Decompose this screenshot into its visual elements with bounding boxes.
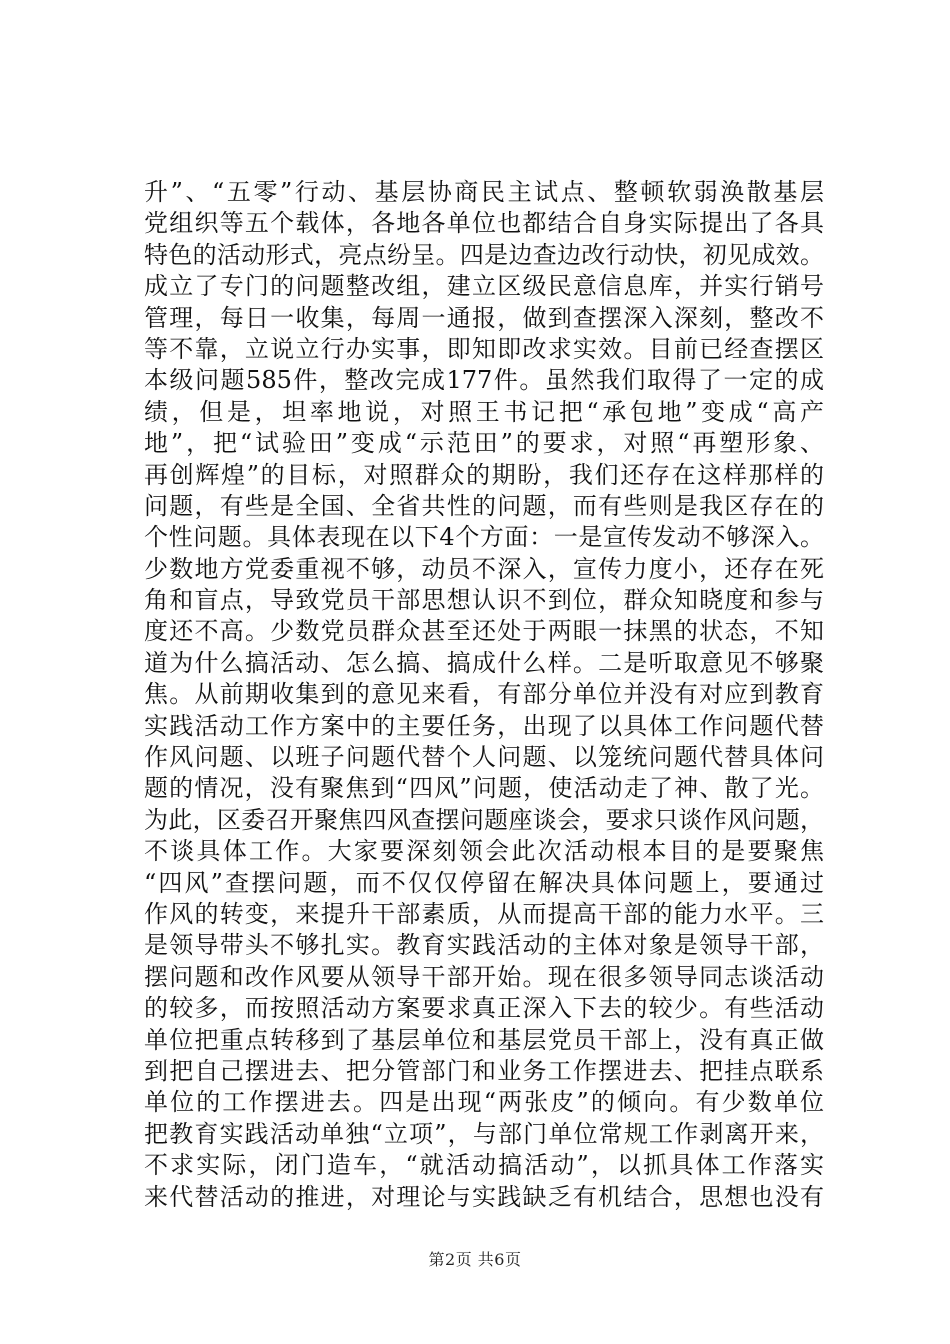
paragraph-line: 升”、“五零”行动、基层协商民主试点、整顿软弱涣散基层 xyxy=(144,178,824,206)
paragraph-line: 地”，把“试验田”变成“示范田”的要求，对照“再塑形象、 xyxy=(144,429,824,458)
paragraph-line: 不谈具体工作。大家要深刻领会此次活动根本目的是要聚焦 xyxy=(144,837,824,866)
paragraph-line: 角和盲点，导致党员干部思想认识不到位，群众知晓度和参与 xyxy=(144,586,824,615)
paragraph-line: 度还不高。少数党员群众甚至还处于两眼一抹黑的状态，不知 xyxy=(144,617,824,646)
paragraph-line: 单位的工作摆进去。四是出现“两张皮”的倾向。有少数单位 xyxy=(144,1088,824,1117)
paragraph-line: 少数地方党委重视不够，动员不深入，宣传力度小，还存在死 xyxy=(144,554,824,583)
paragraph-line: 本级问题585件，整改完成177件。虽然我们取得了一定的成 xyxy=(144,366,824,395)
paragraph-line: “四风”查摆问题，而不仅仅停留在解决具体问题上，要通过 xyxy=(144,868,824,897)
paragraph-line: 管理，每日一收集，每周一通报，做到查摆深入深刻，整改不 xyxy=(144,303,824,332)
paragraph-line: 来代替活动的推进，对理论与实践缺乏有机结合，思想也没有 xyxy=(144,1182,824,1211)
document-body-text xyxy=(144,177,824,1213)
page-footer: 第2页 共6页 xyxy=(428,1250,522,1269)
paragraph-line: 题的情况，没有聚焦到“四风”问题，使活动走了神、散了光。 xyxy=(144,774,824,803)
paragraph-line: 不求实际，闭门造车，“就活动搞活动”，以抓具体工作落实 xyxy=(144,1151,824,1180)
paragraph-line: 等不靠，立说立行办实事，即知即改求实效。目前已经查摆区 xyxy=(144,334,824,363)
paragraph-line: 为此，区委召开聚焦四风查摆问题座谈会，要求只谈作风问题， xyxy=(144,805,824,834)
paragraph-line: 摆问题和改作风要从领导干部开始。现在很多领导同志谈活动 xyxy=(144,962,824,991)
paragraph-line: 问题，有些是全国、全省共性的问题，而有些则是我区存在的 xyxy=(144,491,824,520)
paragraph-line: 道为什么搞活动、怎么搞、搞成什么样。二是听取意见不够聚 xyxy=(144,648,824,677)
paragraph-line: 党组织等五个载体，各地各单位也都结合自身实际提出了各具 xyxy=(144,209,824,238)
paragraph-line: 实践活动工作方案中的主要任务，出现了以具体工作问题代替 xyxy=(144,711,824,740)
paragraph-line: 个性问题。具体表现在以下4个方面：一是宣传发动不够深入。 xyxy=(144,523,824,552)
paragraph-line: 特色的活动形式，亮点纷呈。四是边查边改行动快，初见成效。 xyxy=(144,240,824,269)
paragraph-line: 再创辉煌”的目标，对照群众的期盼，我们还存在这样那样的 xyxy=(144,460,824,489)
paragraph-line: 是领导带头不够扎实。教育实践活动的主体对象是领导干部， xyxy=(144,931,824,960)
paragraph-line: 作风问题、以班子问题代替个人问题、以笼统问题代替具体问 xyxy=(144,743,824,772)
paragraph-line: 到把自己摆进去、把分管部门和业务工作摆进去、把挂点联系 xyxy=(144,1056,824,1085)
paragraph-line: 绩，但是，坦率地说，对照王书记把“承包地”变成“高产 xyxy=(144,397,824,426)
paragraph-line: 把教育实践活动单独“立项”，与部门单位常规工作剥离开来， xyxy=(144,1119,824,1148)
paragraph-line: 作风的转变，来提升干部素质，从而提高干部的能力水平。三 xyxy=(144,899,824,928)
paragraph-line: 单位把重点转移到了基层单位和基层党员干部上，没有真正做 xyxy=(144,1025,824,1054)
paragraph-line: 成立了专门的问题整改组，建立区级民意信息库，并实行销号 xyxy=(144,272,824,301)
paragraph-line: 的较多，而按照活动方案要求真正深入下去的较少。有些活动 xyxy=(144,994,824,1023)
paragraph-line: 焦。从前期收集到的意见来看，有部分单位并没有对应到教育 xyxy=(144,680,824,709)
